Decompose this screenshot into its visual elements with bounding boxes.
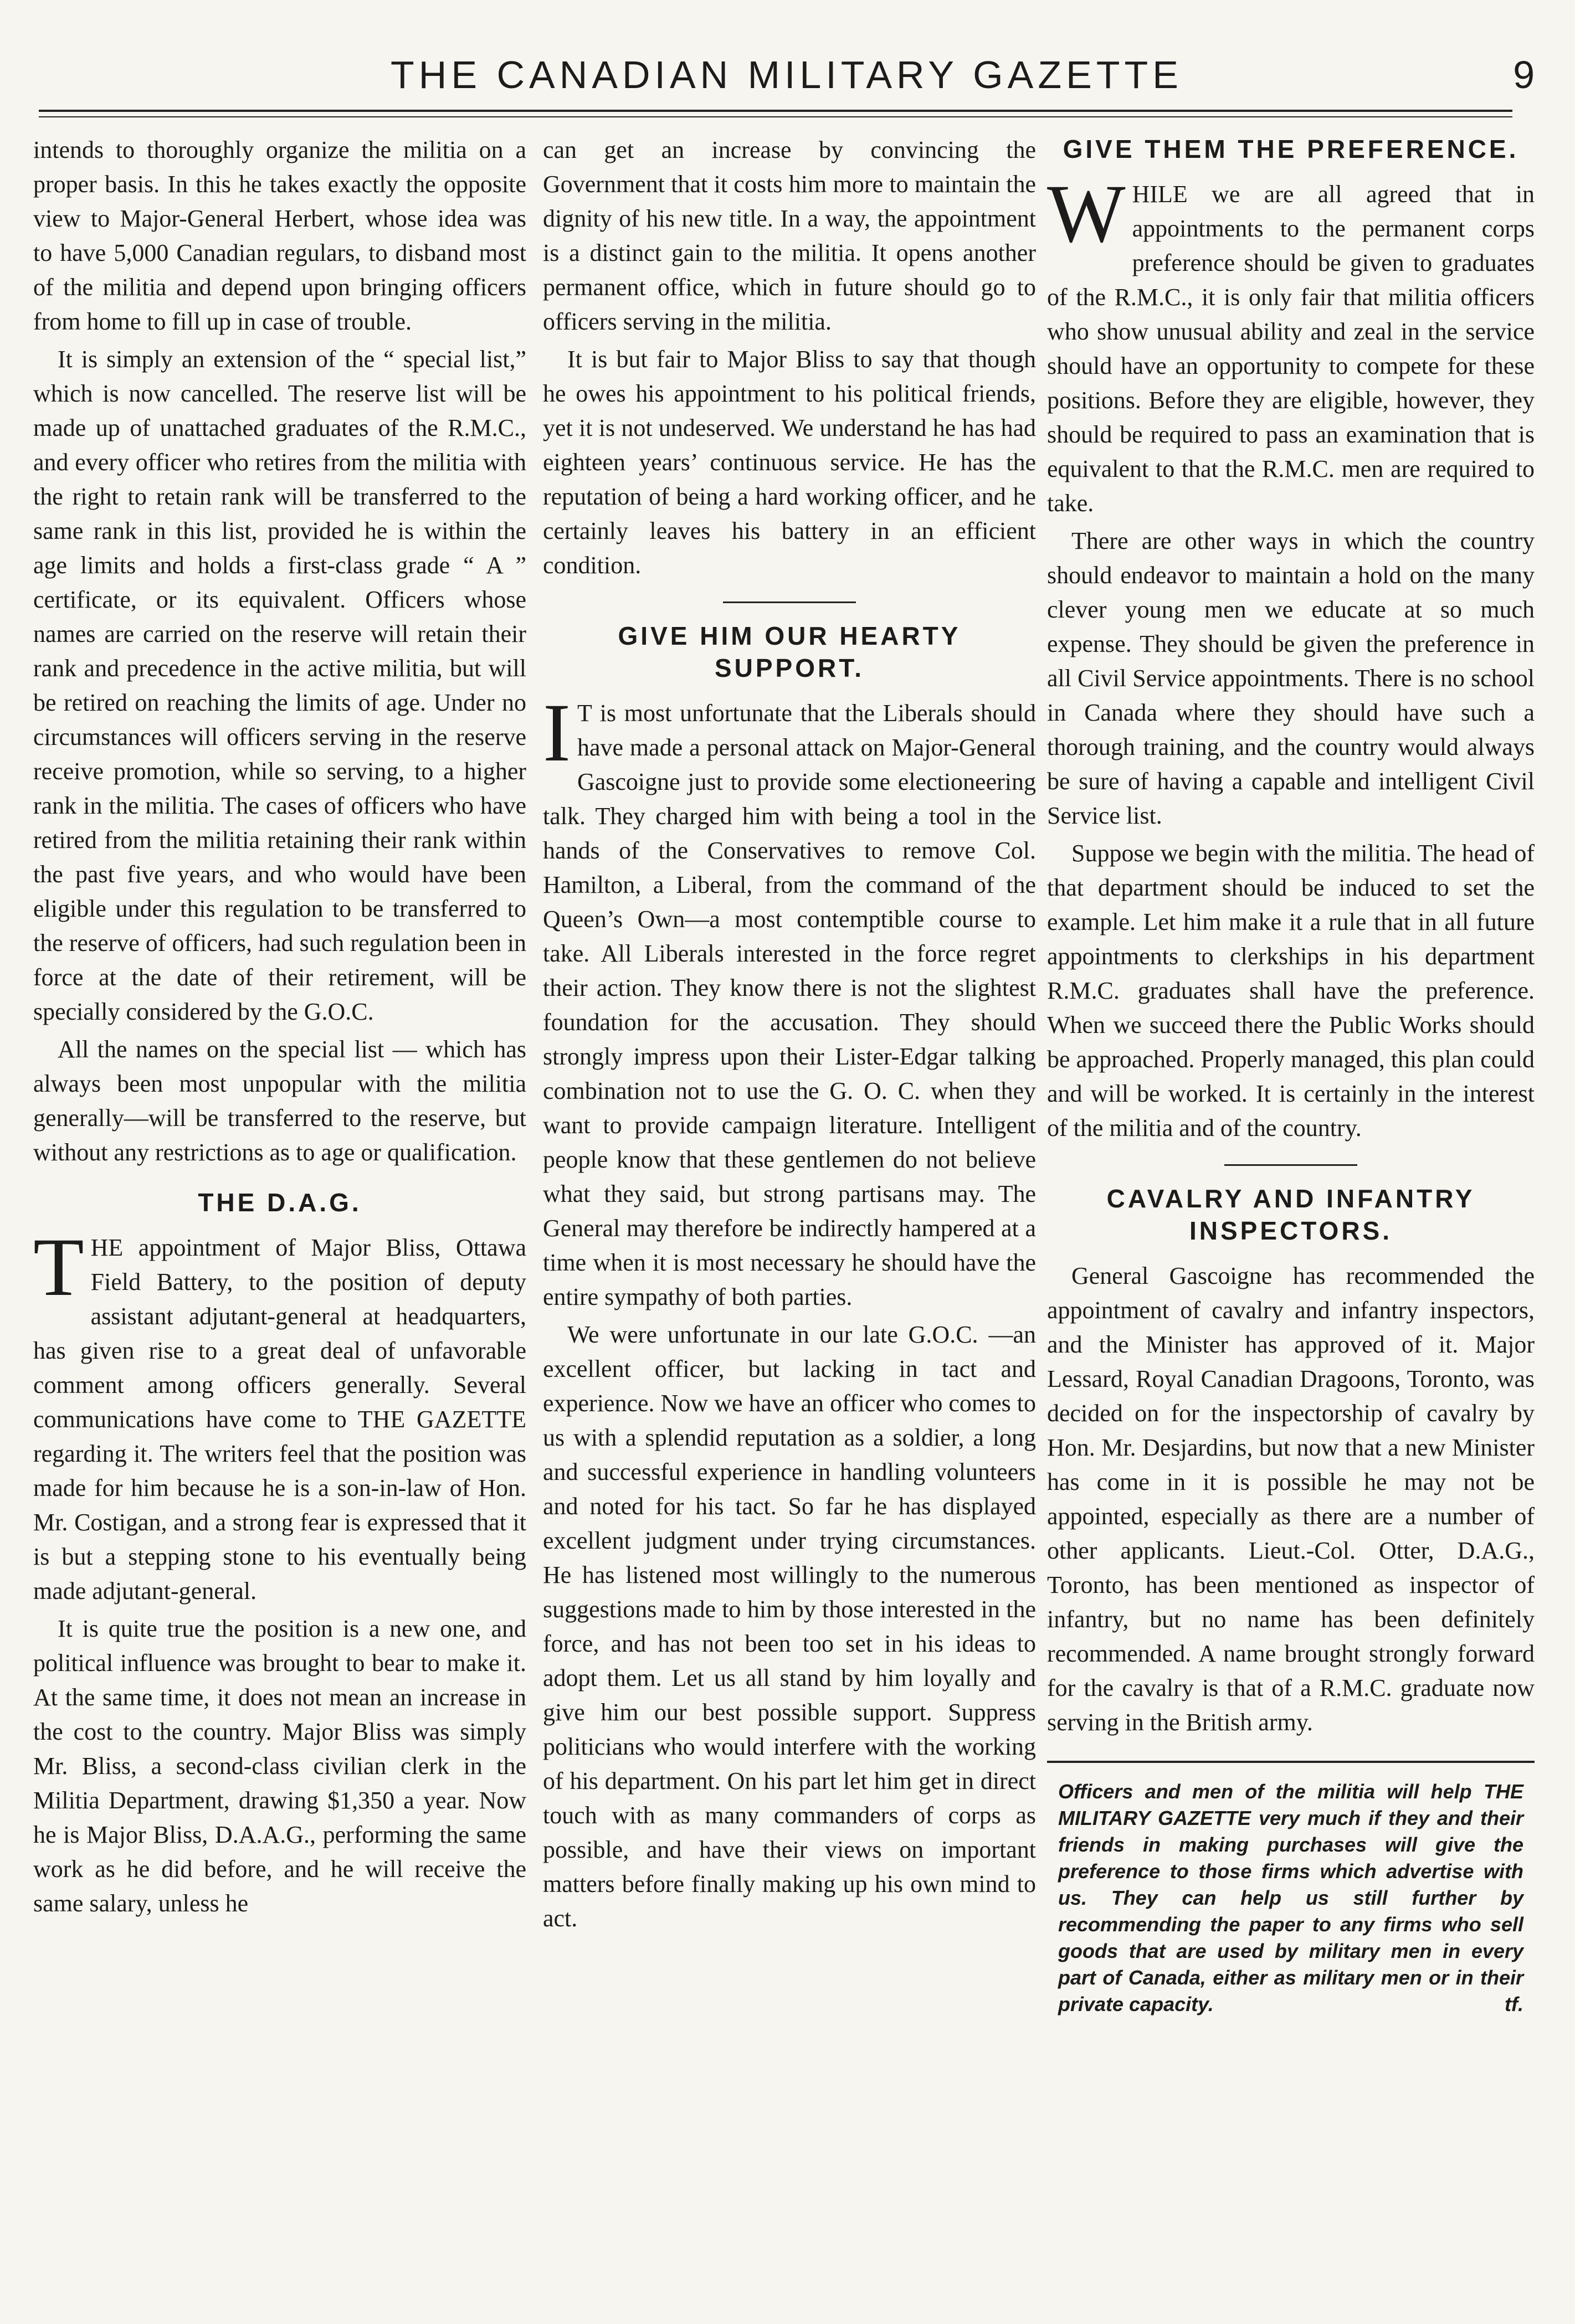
column-2 <box>543 133 1036 1939</box>
paragraph: It is quite true the position is a new one, and political influence was brought to bear to make it. At the same time, it does not mean an increase in the cost to the country. Major Bliss was simply Mr. Bliss, a second-class civilian clerk in the Militia Department, drawing $1,350 a year. Now he is Major Bliss, D.A.A.G., performing the same work as he did before, and he will receive the same salary, unless he <box>33 1615 526 1917</box>
column-3 <box>1047 133 1535 2018</box>
paragraph: It is but fair to Major Bliss to say that though he owes his appointment to his political friends, yet it is not undeserved. We understand he has had eighteen years’ continuous service. He has the reputation of being a hard working officer, and he certainly leaves his battery in an efficient condition. <box>543 346 1036 579</box>
paragraph: It is simply an extension of the “ special list,” which is now cancelled. The reserve list will be made up of unattached graduates of the R.M.C., and every officer who retires from the militia with the right to retain rank will be transferred to the same rank in this list, provided he is within the age limits and holds a first-class grade “ A ” certificate, or its equivalent. Officers whose names are carried on the reserve will retain their rank and precedence in the active militia, but will be retired on reaching the limits of age. Under no circumstances will officers serving in the reserve receive promotion, while so serving, to a higher rank in the militia. The cases of officers who have retired from the militia retaining their rank within the past five years, and who would have been eligible under this regulation to be transferred to the reserve of officers, had such regulation been in force at the date of their retirement, will be specially considered by the G.O.C. <box>33 346 526 1025</box>
paragraph: All the names on the special list — which has always been most unpopular with the militia generally—will be transferred to the reserve, but without any restrictions as to age or qualification. <box>33 1036 526 1166</box>
notice-text: Officers and men of the militia will help THE MILITARY GAZETTE very much if they and their friends in making purchases will give the preference to those firms which advertise with us. They can help us still further by recommending the paper to any firms who sell goods that are used by military men in every part of Canada, either as military men or in their private capacity. <box>1058 1780 1523 2015</box>
paragraph-drop <box>33 1221 526 1608</box>
paragraph-drop <box>543 687 1036 1314</box>
newspaper-title: THE CANADIAN MILITARY GAZETTE <box>391 53 1183 96</box>
drop-cap: T <box>33 1221 84 1313</box>
drop-cap: W <box>1047 168 1126 260</box>
drop-cap: I <box>543 687 571 779</box>
paragraph: Suppose we begin with the militia. The head of that department should be induced to set the example. Let him make it a rule that in all future appointments to clerkships in his department R.M.C. graduates shall have the preference. When we succeed there the Public Works should be approached. Properly managed, this plan could and will be worked. It is certainly in the interest of the militia and of the country. <box>1047 840 1535 1142</box>
header-rule-thin <box>39 116 1512 117</box>
advertising-notice <box>1047 1778 1535 2018</box>
paragraph: intends to thoroughly organize the militia on a proper basis. In this he takes exactly the opposite view to Major-General Herbert, whose idea was to have 5,000 Canadian regulars, to disband most of the militia and depend upon bringing officers from home to fill up in case of trouble. <box>33 136 526 335</box>
paragraph: General Gascoigne has recommended the appointment of cavalry and infantry inspectors, and the Minister has approved of it. Major Lessard, Royal Canadian Dragoons, Toronto, was decided on for the inspectorship of cavalry by Hon. Mr. Desjardins, but now that a new Minister has come in it is possible he may not be appointed, especially as there are a number of other applicants. Lieut.-Col. Otter, D.A.G., Toronto, has been mentioned as inspector of infantry, but no name has been definitely recommended. A name brought strongly forward for the cavalry is that of a R.M.C. graduate now serving in the British army. <box>1047 1262 1535 1736</box>
header-rule <box>39 110 1512 112</box>
article-heading-cavalry: CAVALRY AND INFANTRY INSPECTORS. <box>1106 1184 1475 1245</box>
article-heading-preference: GIVE THEM THE PREFERENCE. <box>1063 135 1519 163</box>
notice-tag: tf. <box>1505 1993 1523 2015</box>
paragraph-text: HILE we are all agreed that in appointments to the permanent corps preference should be given to graduates of the R.M.C., it is only fair that militia officers who show unusual ability and zeal in the service should have an opportunity to compete for these positions. Before they are eligible, however, they should be required to pass an examination that is equivalent to that the R.M.C. men are required to take. <box>1047 181 1535 517</box>
masthead <box>39 47 1535 108</box>
paragraph-drop <box>1047 168 1535 521</box>
section-divider <box>1224 1164 1357 1166</box>
page-number: 9 <box>1513 53 1535 96</box>
article-heading-daag: THE D.A.G. <box>198 1188 362 1217</box>
notice-rule <box>1047 1761 1535 1763</box>
paragraph-text: T is most unfortunate that the Liberals should have made a personal attack on Major-General Gascoigne just to provide some electioneering talk. They charged him with being a tool in the hands of the Conservatives to remove Col. Hamilton, a Liberal, from the command of the Queen’s Own—a most contemptible course to take. All Liberals interested in the force regret their action. They know there is not the slightest foundation for the accusation. They should strongly impress upon their Lister-Edgar talking combination not to use the G. O. C. when they want to provide campaign literature. Intelligent people know that these gentlemen do not believe what they said, but strong partisans may. The General may therefore be indirectly hampered at a time when it is most necessary he should have the entire sympathy of both parties. <box>543 700 1036 1310</box>
column-1 <box>33 133 526 1924</box>
paragraph-text: HE appointment of Major Bliss, Ottawa Field Battery, to the position of deputy assistant adjutant-general at headquarters, has given rise to a great deal of unfavorable comment among officers generally. Several communications have come to THE GAZETTE regarding it. The writers feel that the position was made for him because he is a son-in-law of Hon. Mr. Costigan, and a strong fear is expressed that it is but a stepping stone to his eventually being made adjutant-general. <box>33 1234 526 1605</box>
article-heading-support: GIVE HIM OUR HEARTY SUPPORT. <box>618 621 961 682</box>
paragraph: can get an increase by convincing the Government that it costs him more to maintain the dignity of his new title. In a way, the appointment is a distinct gain to the militia. It opens another permanent office, which in future should go to officers serving in the militia. <box>543 136 1036 335</box>
section-divider <box>723 601 856 603</box>
paragraph: We were unfortunate in our late G.O.C. —an excellent officer, but lacking in tact and experience. Now we have an officer who comes to us with a splendid reputation as a soldier, a long and successful experience in handling volunteers and noted for his tact. So far he has displayed excellent judgment under trying circumstances. He has listened most willingly to the numerous suggestions made to him by those interested in the force, and has not been too set in his ideas to adopt them. Let us all stand by him loyally and give him our best possible support. Suppress politicians who would interfere with the working of his department. On his part let him get in direct touch with as many commanders of corps as possible, and have their views on important matters before finally making up his own mind to act. <box>543 1321 1036 1932</box>
paragraph: There are other ways in which the country should endeavor to maintain a hold on the many clever young men we educate at so much expense. They should be given the preference in all Civil Service appointments. There is no school in Canada where they should have such a thorough training, and the country would always be sure of having a capable and intelligent Civil Service list. <box>1047 527 1535 829</box>
